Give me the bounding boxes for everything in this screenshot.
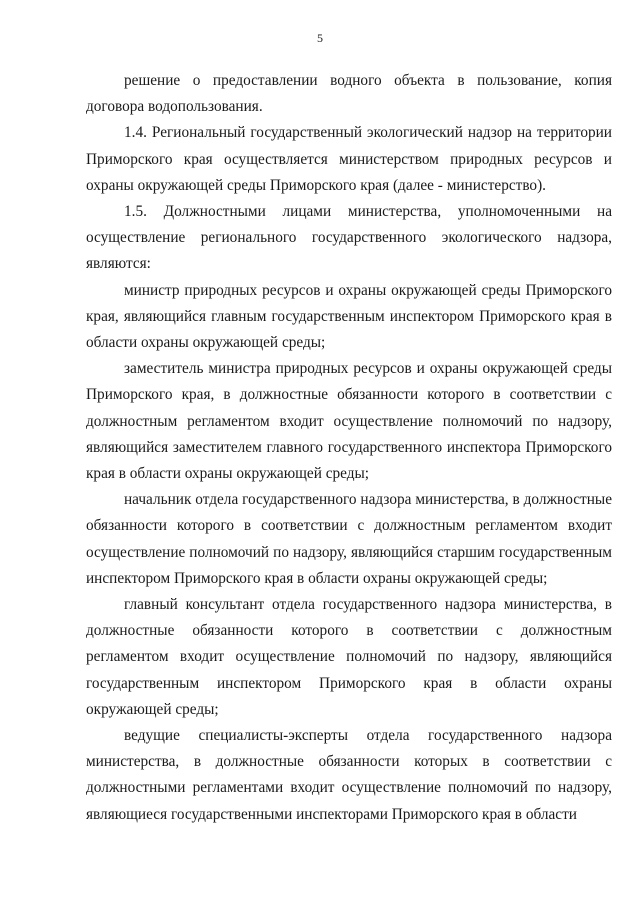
paragraph-department-head: начальник отдела государственного надзора министерства, в должностные обязанности которого в соответствии с должностным регламентом входит осуществление полномочий по надзору, являющийся старшим государственным инспектором Приморского края в области охраны окружающей среды;: [86, 491, 612, 587]
paragraph-1-5: 1.5. Должностными лицами министерства, уполномоченными на осуществление регионального государственного экологического надзора, являются:: [86, 203, 612, 273]
paragraph-lead-specialists: ведущие специалисты-эксперты отдела государственного надзора министерства, в должностные обязанности которых в соответствии с должностными регламентами входит осуществление полномочий по надзору, являющиеся государственными инспекторами Приморского края в области: [86, 727, 612, 823]
paragraph-continuation: решение о предоставлении водного объекта в пользование, копия договора водопользования.: [86, 72, 612, 116]
paragraph-minister: министр природных ресурсов и охраны окружающей среды Приморского края, являющийся главным государственным инспектором Приморского края в области охраны окружающей среды;: [86, 281, 612, 352]
paragraph-chief-consultant: главный консультант отдела государственного надзора министерства, в должностные обязанности которого в соответствии с должностным регламентом входит осуществление полномочий по надзору, являющийся государственным инспектором Приморского края в области охраны окружающей среды;: [86, 596, 612, 718]
paragraph-deputy-minister: заместитель министра природных ресурсов и охраны окружающей среды Приморского края, в должностные обязанности которого в соответствии с должностным регламентом входит осуществление полномочий по надзору, являющийся заместителем главного государственного инспектора Приморского края в области охраны окружающей среды;: [86, 360, 612, 483]
page-number: 5: [317, 31, 323, 45]
document-body: [86, 68, 612, 828]
paragraph-1-4: 1.4. Региональный государственный экологический надзор на территории Приморского края осуществляется министерством природных ресурсов и охраны окружающей среды Приморского края (далее - министерство).: [86, 124, 612, 194]
